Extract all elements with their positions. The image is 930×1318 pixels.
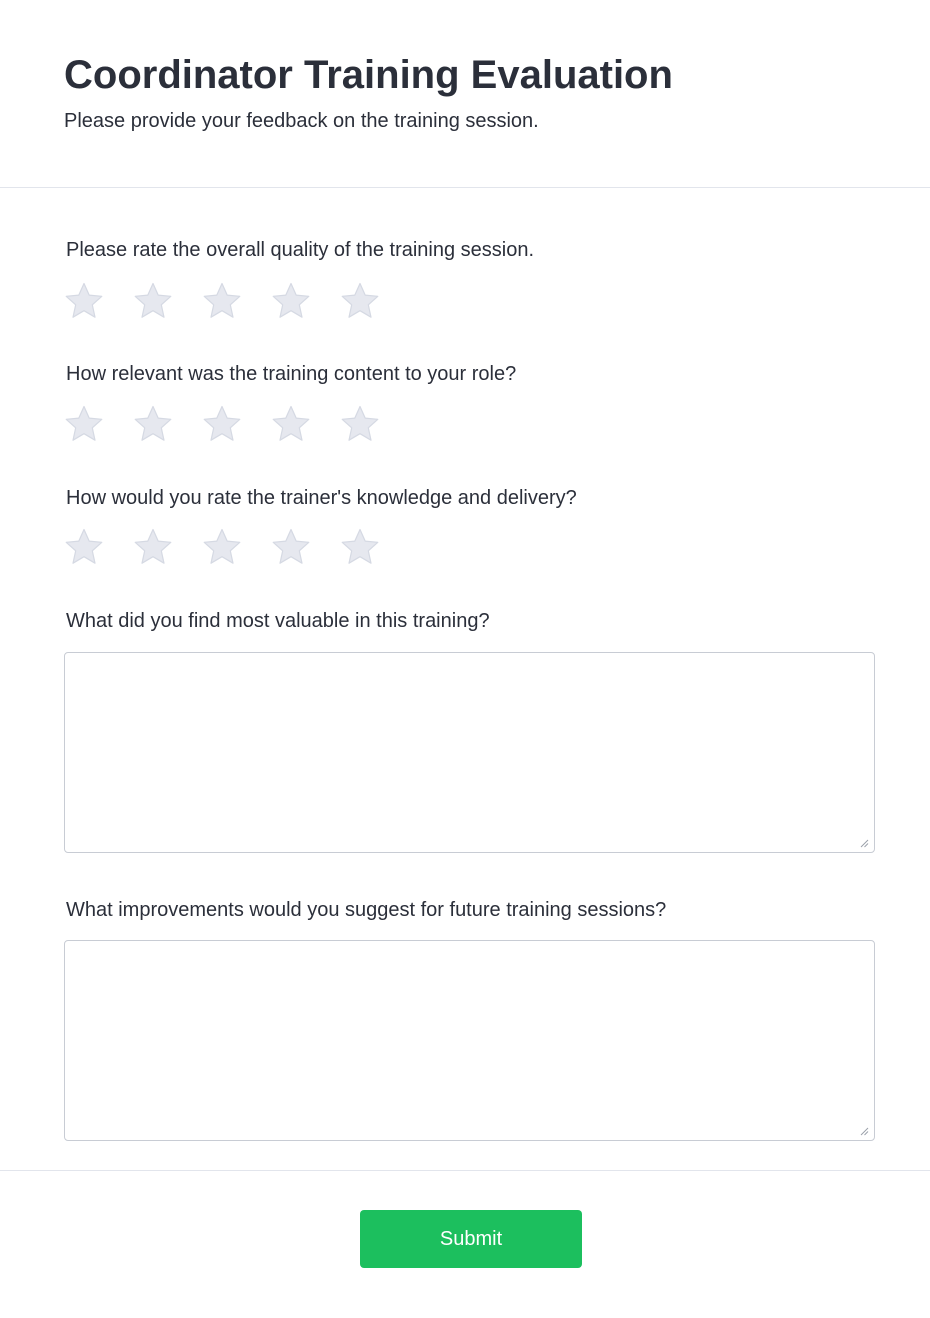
star-icon[interactable] — [64, 404, 104, 444]
rating-overall-quality — [64, 281, 409, 321]
star-icon[interactable] — [64, 281, 104, 321]
question-trainer-delivery-label: How would you rate the trainer's knowledge and delivery? — [66, 487, 577, 509]
star-icon[interactable] — [133, 281, 173, 321]
rating-trainer-delivery — [64, 527, 409, 567]
footer-divider — [0, 1170, 930, 1171]
most-valuable-textarea[interactable] — [64, 652, 875, 853]
star-icon[interactable] — [340, 527, 380, 567]
resize-grip-icon[interactable] — [859, 838, 869, 848]
resize-grip-icon[interactable] — [859, 1126, 869, 1136]
star-icon[interactable] — [202, 404, 242, 444]
question-overall-quality-label: Please rate the overall quality of the training session. — [66, 239, 535, 261]
star-icon[interactable] — [64, 527, 104, 567]
star-icon[interactable] — [271, 404, 311, 444]
question-most-valuable-label: What did you find most valuable in this training? — [66, 610, 490, 632]
page-subtitle: Please provide your feedback on the training session. — [64, 110, 539, 132]
star-icon[interactable] — [271, 281, 311, 321]
rating-content-relevance — [64, 404, 409, 444]
star-icon[interactable] — [202, 527, 242, 567]
improvements-textarea[interactable] — [64, 940, 875, 1141]
page-title: Coordinator Training Evaluation — [64, 53, 673, 97]
question-improvements-label: What improvements would you suggest for future training sessions? — [66, 899, 667, 921]
star-icon[interactable] — [340, 281, 380, 321]
submit-button[interactable]: Submit — [360, 1210, 582, 1268]
question-content-relevance-label: How relevant was the training content to your role? — [66, 363, 517, 385]
star-icon[interactable] — [271, 527, 311, 567]
star-icon[interactable] — [133, 527, 173, 567]
star-icon[interactable] — [202, 281, 242, 321]
star-icon[interactable] — [340, 404, 380, 444]
form-header — [0, 0, 930, 188]
star-icon[interactable] — [133, 404, 173, 444]
